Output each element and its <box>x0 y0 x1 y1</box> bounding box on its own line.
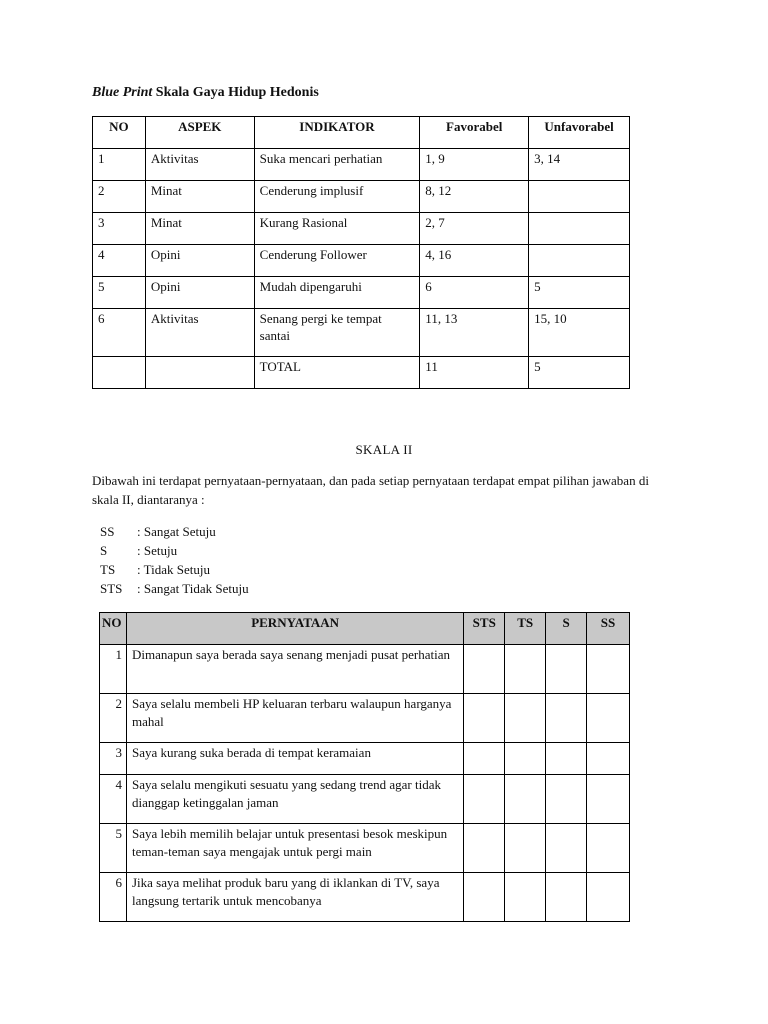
table-row <box>100 694 630 743</box>
cell-indikator: Suka mencari perhatian <box>254 149 420 181</box>
scale-header-row <box>100 613 630 645</box>
answer-cell-ts[interactable] <box>505 743 546 775</box>
header-indikator: INDIKATOR <box>254 117 420 149</box>
cell-indikator: Cenderung Follower <box>254 245 420 277</box>
cell-favorabel: 8, 12 <box>420 181 529 213</box>
answer-cell-ss[interactable] <box>587 694 630 743</box>
cell-aspek: Minat <box>145 213 254 245</box>
cell-unfavorabel <box>529 245 630 277</box>
header-favorabel: Favorabel <box>420 117 529 149</box>
table-row <box>100 873 630 922</box>
answer-cell-ss[interactable] <box>587 743 630 775</box>
cell-statement: Saya lebih memilih belajar untuk presentasi besok meskipun teman-teman saya mengajak untuk pergi main <box>126 824 463 873</box>
cell-unfavorabel: 3, 14 <box>529 149 630 181</box>
answer-cell-sts[interactable] <box>464 824 505 873</box>
header-no: NO <box>93 117 146 149</box>
blueprint-title-rest: Skala Gaya Hidup Hedonis <box>155 85 319 100</box>
cell-no: 6 <box>93 309 146 357</box>
table-row <box>93 181 630 213</box>
legend-code: SS <box>100 524 115 539</box>
legend-desc: : Setuju <box>137 543 178 558</box>
table-row <box>93 309 630 357</box>
answer-cell-ts[interactable] <box>505 694 546 743</box>
cell-aspek: Opini <box>145 277 254 309</box>
cell-statement: Dimanapun saya berada saya senang menjadi pusat perhatian <box>126 645 463 694</box>
cell-no: 5 <box>100 824 127 873</box>
header-unfavorabel: Unfavorabel <box>529 117 630 149</box>
blueprint-title-italic: Blue Print <box>92 85 153 100</box>
legend-desc: : Sangat Tidak Setuju <box>137 581 249 596</box>
answer-cell-ts[interactable] <box>505 873 546 922</box>
cell-unfavorabel: 15, 10 <box>529 309 630 357</box>
answer-cell-sts[interactable] <box>464 873 505 922</box>
intro-paragraph: Dibawah ini terdapat pernyataan-pernyataan, dan pada setiap pernyataan terdapat empat pilihan jawaban di skala II, diantaranya : <box>92 473 649 507</box>
cell-no: 5 <box>93 277 146 309</box>
cell-statement: Saya kurang suka berada di tempat keramaian <box>126 743 463 775</box>
legend-code: STS <box>100 581 123 596</box>
cell-no: 4 <box>100 775 127 824</box>
cell-unfavorabel: 5 <box>529 277 630 309</box>
cell-statement: Jika saya melihat produk baru yang di iklankan di TV, saya langsung tertarik untuk mencobanya <box>126 873 463 922</box>
cell-indikator: Mudah dipengaruhi <box>254 277 420 309</box>
skala-heading: SKALA II <box>355 442 413 457</box>
answer-cell-s[interactable] <box>546 743 587 775</box>
header-ts: TS <box>505 613 546 645</box>
cell-favorabel: 2, 7 <box>420 213 529 245</box>
cell-no: 3 <box>100 743 127 775</box>
cell-no: 4 <box>93 245 146 277</box>
answer-cell-ts[interactable] <box>505 645 546 694</box>
cell-no: 6 <box>100 873 127 922</box>
blueprint-table <box>92 116 630 389</box>
total-row <box>93 357 630 389</box>
legend-code: S <box>100 543 108 558</box>
answer-cell-s[interactable] <box>546 824 587 873</box>
table-row <box>93 277 630 309</box>
cell-unfavorabel <box>529 181 630 213</box>
cell-aspek: Aktivitas <box>145 149 254 181</box>
answer-cell-ts[interactable] <box>505 824 546 873</box>
cell-favorabel: 4, 16 <box>420 245 529 277</box>
answer-cell-s[interactable] <box>546 775 587 824</box>
total-unfavorabel: 5 <box>529 357 630 389</box>
answer-cell-ss[interactable] <box>587 824 630 873</box>
total-favorabel: 11 <box>420 357 529 389</box>
answer-cell-sts[interactable] <box>464 743 505 775</box>
answer-cell-ss[interactable] <box>587 775 630 824</box>
answer-cell-sts[interactable] <box>464 694 505 743</box>
cell-unfavorabel <box>529 213 630 245</box>
legend-item <box>100 579 249 598</box>
cell-no: 1 <box>100 645 127 694</box>
cell-favorabel: 6 <box>420 277 529 309</box>
total-label: TOTAL <box>254 357 420 389</box>
cell-indikator: Kurang Rasional <box>254 213 420 245</box>
answer-cell-s[interactable] <box>546 645 587 694</box>
table-row <box>93 213 630 245</box>
cell-no: 1 <box>93 149 146 181</box>
cell-favorabel: 11, 13 <box>420 309 529 357</box>
header-sts: STS <box>464 613 505 645</box>
table-row <box>100 775 630 824</box>
cell-empty <box>145 357 254 389</box>
cell-indikator: Cenderung implusif <box>254 181 420 213</box>
cell-empty <box>93 357 146 389</box>
cell-no: 2 <box>93 181 146 213</box>
table-row <box>93 149 630 181</box>
legend-item <box>100 560 249 579</box>
cell-aspek: Opini <box>145 245 254 277</box>
header-pernyataan: PERNYATAAN <box>126 613 463 645</box>
cell-aspek: Minat <box>145 181 254 213</box>
cell-no: 3 <box>93 213 146 245</box>
cell-no: 2 <box>100 694 127 743</box>
answer-cell-s[interactable] <box>546 694 587 743</box>
legend-item <box>100 522 249 541</box>
table-row <box>100 743 630 775</box>
answer-cell-ss[interactable] <box>587 645 630 694</box>
header-s: S <box>546 613 587 645</box>
cell-statement: Saya selalu mengikuti sesuatu yang sedang trend agar tidak dianggap ketinggalan jaman <box>126 775 463 824</box>
cell-favorabel: 1, 9 <box>420 149 529 181</box>
table-row <box>100 645 630 694</box>
header-aspek: ASPEK <box>145 117 254 149</box>
answer-legend <box>100 522 249 598</box>
cell-statement: Saya selalu membeli HP keluaran terbaru walaupun harganya mahal <box>126 694 463 743</box>
cell-indikator: Senang pergi ke tempat santai <box>254 309 420 357</box>
blueprint-title <box>92 85 319 101</box>
answer-cell-sts[interactable] <box>464 775 505 824</box>
table-row <box>100 824 630 873</box>
legend-desc: : Sangat Setuju <box>137 524 216 539</box>
legend-desc: : Tidak Setuju <box>137 562 210 577</box>
legend-code: TS <box>100 562 116 577</box>
header-no: NO <box>100 613 127 645</box>
legend-item <box>100 541 249 560</box>
scale-table <box>99 612 630 922</box>
cell-aspek: Aktivitas <box>145 309 254 357</box>
answer-cell-ss[interactable] <box>587 873 630 922</box>
table-row <box>93 245 630 277</box>
blueprint-header-row <box>93 117 630 149</box>
answer-cell-sts[interactable] <box>464 645 505 694</box>
answer-cell-ts[interactable] <box>505 775 546 824</box>
answer-cell-s[interactable] <box>546 873 587 922</box>
header-ss: SS <box>587 613 630 645</box>
